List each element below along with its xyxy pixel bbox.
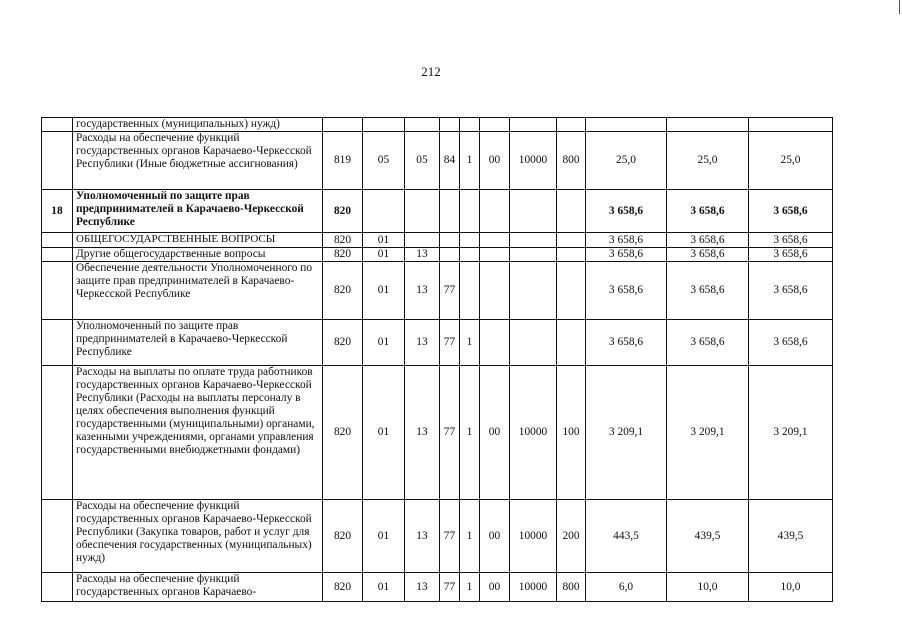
direction-code-cell: [510, 320, 557, 366]
section-code-cell: 05: [363, 132, 405, 190]
event-code-cell: [480, 262, 510, 320]
amount-year-3-cell: 3 658,6: [749, 262, 833, 320]
subsection-code-cell: 13: [405, 248, 440, 262]
row-number-cell: [42, 248, 73, 262]
event-code-cell: 00: [480, 500, 510, 573]
amount-year-1-cell: 3 658,6: [586, 248, 667, 262]
program-code-cell: [440, 118, 460, 132]
subprogram-code-cell: [460, 118, 480, 132]
expense-type-code-cell: 800: [557, 132, 586, 190]
amount-year-1-cell: 25,0: [586, 132, 667, 190]
item-name-cell: Другие общегосударственные вопросы: [73, 248, 323, 262]
section-code-cell: 01: [363, 248, 405, 262]
program-code-cell: [440, 233, 460, 248]
program-code-cell: [440, 190, 460, 233]
row-number-cell: 18: [42, 190, 73, 233]
ministry-code-cell: 820: [323, 320, 363, 366]
subprogram-code-cell: 1: [460, 573, 480, 602]
expense-type-code-cell: 200: [557, 500, 586, 573]
table-row: [42, 233, 833, 248]
subprogram-code-cell: [460, 233, 480, 248]
section-code-cell: [363, 118, 405, 132]
subsection-code-cell: 05: [405, 132, 440, 190]
budget-table: [41, 117, 833, 602]
direction-code-cell: 10000: [510, 366, 557, 500]
amount-year-3-cell: 439,5: [749, 500, 833, 573]
amount-year-3-cell: 10,0: [749, 573, 833, 602]
table-row: [42, 573, 833, 602]
row-number-cell: [42, 233, 73, 248]
direction-code-cell: [510, 118, 557, 132]
table-row: [42, 118, 833, 132]
table-row: [42, 320, 833, 366]
subsection-code-cell: 13: [405, 500, 440, 573]
subprogram-code-cell: 1: [460, 366, 480, 500]
section-code-cell: 01: [363, 366, 405, 500]
ministry-code-cell: 820: [323, 500, 363, 573]
table-row: [42, 190, 833, 233]
program-code-cell: 77: [440, 320, 460, 366]
amount-year-3-cell: 3 658,6: [749, 190, 833, 233]
program-code-cell: 77: [440, 262, 460, 320]
event-code-cell: 00: [480, 573, 510, 602]
row-number-cell: [42, 320, 73, 366]
direction-code-cell: [510, 233, 557, 248]
item-name-cell: Расходы на обеспечение функций государственных органов Карачаево-Черкесской Республики (Иные бюджетные ассигнования): [73, 132, 323, 190]
subprogram-code-cell: 1: [460, 320, 480, 366]
program-code-cell: 77: [440, 500, 460, 573]
section-code-cell: [363, 190, 405, 233]
event-code-cell: [480, 233, 510, 248]
amount-year-1-cell: 3 658,6: [586, 262, 667, 320]
ministry-code-cell: 820: [323, 366, 363, 500]
item-name-cell: Расходы на выплаты по оплате труда работников государственных органов Карачаево-Черкесской Республики (Расходы на выплаты персоналу в целях обеспечения выполнения функций государственными (муниципальными) органами, казенными учреждениями, органами управления государственными внебюджетными фондами): [73, 366, 323, 500]
direction-code-cell: 10000: [510, 132, 557, 190]
subprogram-code-cell: [460, 248, 480, 262]
amount-year-2-cell: 3 658,6: [667, 248, 749, 262]
subsection-code-cell: [405, 233, 440, 248]
section-code-cell: 01: [363, 573, 405, 602]
amount-year-1-cell: 3 658,6: [586, 320, 667, 366]
subsection-code-cell: 13: [405, 573, 440, 602]
amount-year-2-cell: 3 658,6: [667, 262, 749, 320]
subsection-code-cell: 13: [405, 366, 440, 500]
ministry-code-cell: 819: [323, 132, 363, 190]
ministry-code-cell: 820: [323, 262, 363, 320]
page-number: 212: [421, 64, 441, 79]
item-name-cell: Расходы на обеспечение функций государственных органов Карачаево-: [73, 573, 323, 602]
expense-type-code-cell: [557, 262, 586, 320]
event-code-cell: 00: [480, 132, 510, 190]
amount-year-1-cell: 443,5: [586, 500, 667, 573]
event-code-cell: [480, 320, 510, 366]
event-code-cell: [480, 248, 510, 262]
row-number-cell: [42, 118, 73, 132]
table-row: [42, 366, 833, 500]
direction-code-cell: [510, 190, 557, 233]
item-name-cell: Расходы на обеспечение функций государственных органов Карачаево-Черкесской Республики (Закупка товаров, работ и услуг для обеспечения государственных (муниципальных) нужд): [73, 500, 323, 573]
amount-year-3-cell: 25,0: [749, 132, 833, 190]
amount-year-2-cell: 3 209,1: [667, 366, 749, 500]
amount-year-1-cell: 3 658,6: [586, 190, 667, 233]
budget-table-body: [42, 118, 833, 602]
section-code-cell: 01: [363, 233, 405, 248]
table-row: [42, 248, 833, 262]
direction-code-cell: [510, 248, 557, 262]
ministry-code-cell: 820: [323, 248, 363, 262]
amount-year-3-cell: 3 658,6: [749, 233, 833, 248]
subsection-code-cell: [405, 190, 440, 233]
program-code-cell: [440, 248, 460, 262]
row-number-cell: [42, 132, 73, 190]
ministry-code-cell: [323, 118, 363, 132]
subprogram-code-cell: 1: [460, 132, 480, 190]
expense-type-code-cell: [557, 190, 586, 233]
row-number-cell: [42, 262, 73, 320]
amount-year-1-cell: 6,0: [586, 573, 667, 602]
subprogram-code-cell: 1: [460, 500, 480, 573]
amount-year-2-cell: 25,0: [667, 132, 749, 190]
ministry-code-cell: 820: [323, 190, 363, 233]
direction-code-cell: 10000: [510, 573, 557, 602]
item-name-cell: государственных (муниципальных) нужд): [73, 118, 323, 132]
row-number-cell: [42, 366, 73, 500]
subprogram-code-cell: [460, 262, 480, 320]
section-code-cell: 01: [363, 320, 405, 366]
amount-year-2-cell: 10,0: [667, 573, 749, 602]
event-code-cell: 00: [480, 366, 510, 500]
event-code-cell: [480, 118, 510, 132]
program-code-cell: 84: [440, 132, 460, 190]
subsection-code-cell: 13: [405, 320, 440, 366]
direction-code-cell: 10000: [510, 500, 557, 573]
row-number-cell: [42, 573, 73, 602]
table-row: [42, 500, 833, 573]
expense-type-code-cell: [557, 233, 586, 248]
amount-year-2-cell: 3 658,6: [667, 320, 749, 366]
amount-year-3-cell: 3 658,6: [749, 248, 833, 262]
amount-year-2-cell: 3 658,6: [667, 233, 749, 248]
amount-year-1-cell: [586, 118, 667, 132]
scan-edge-mark: [899, 0, 900, 14]
subsection-code-cell: 13: [405, 262, 440, 320]
subsection-code-cell: [405, 118, 440, 132]
program-code-cell: 77: [440, 573, 460, 602]
table-row: [42, 132, 833, 190]
expense-type-code-cell: [557, 320, 586, 366]
amount-year-3-cell: [749, 118, 833, 132]
amount-year-3-cell: 3 209,1: [749, 366, 833, 500]
section-code-cell: 01: [363, 500, 405, 573]
program-code-cell: 77: [440, 366, 460, 500]
event-code-cell: [480, 190, 510, 233]
row-number-cell: [42, 500, 73, 573]
expense-type-code-cell: [557, 118, 586, 132]
expense-type-code-cell: 100: [557, 366, 586, 500]
amount-year-2-cell: 3 658,6: [667, 190, 749, 233]
ministry-code-cell: 820: [323, 573, 363, 602]
amount-year-2-cell: 439,5: [667, 500, 749, 573]
section-code-cell: 01: [363, 262, 405, 320]
item-name-cell: Обеспечение деятельности Уполномоченного по защите прав предпринимателей в Карачаево-Черкесской Республике: [73, 262, 323, 320]
direction-code-cell: [510, 262, 557, 320]
amount-year-3-cell: 3 658,6: [749, 320, 833, 366]
item-name-cell: Уполномоченный по защите прав предпринимателей в Карачаево-Черкесской Республике: [73, 320, 323, 366]
table-row: [42, 262, 833, 320]
expense-type-code-cell: 800: [557, 573, 586, 602]
item-name-cell: ОБЩЕГОСУДАРСТВЕННЫЕ ВОПРОСЫ: [73, 233, 323, 248]
subprogram-code-cell: [460, 190, 480, 233]
expense-type-code-cell: [557, 248, 586, 262]
amount-year-1-cell: 3 209,1: [586, 366, 667, 500]
amount-year-1-cell: 3 658,6: [586, 233, 667, 248]
item-name-cell: Уполномоченный по защите прав предпринимателей в Карачаево-Черкесской Республике: [73, 190, 323, 233]
amount-year-2-cell: [667, 118, 749, 132]
ministry-code-cell: 820: [323, 233, 363, 248]
